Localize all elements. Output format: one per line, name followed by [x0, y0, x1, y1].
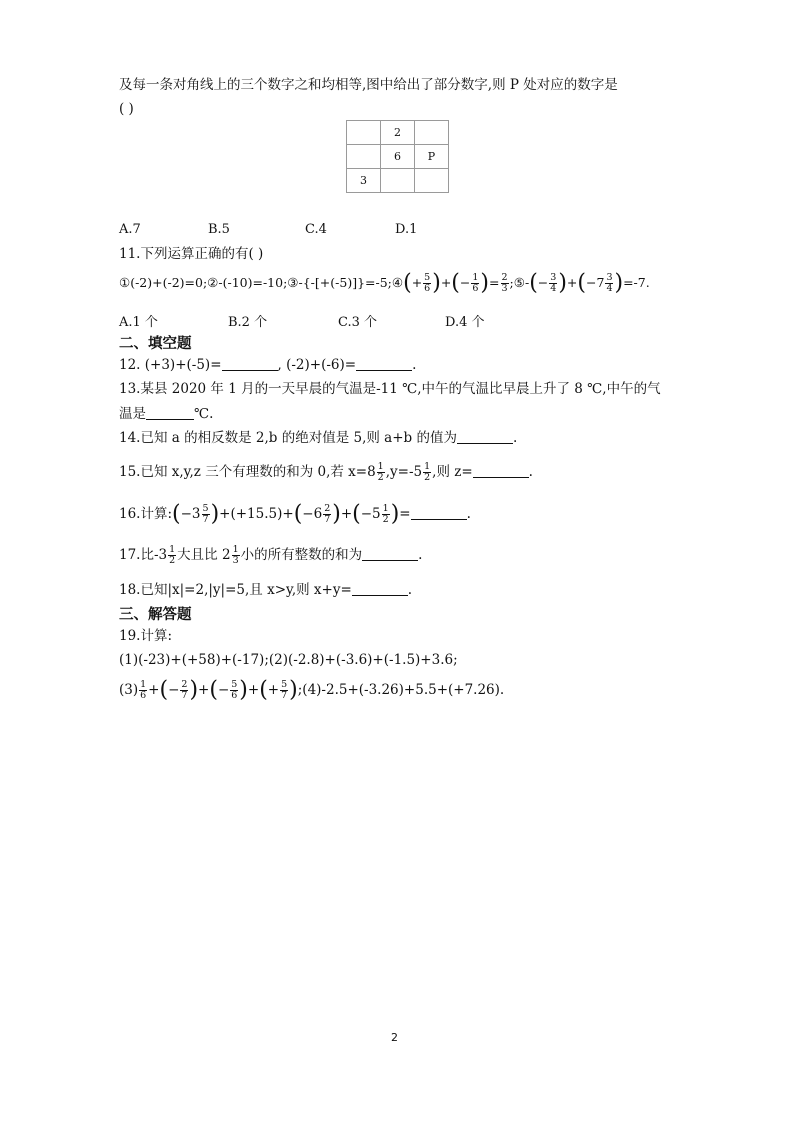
option-b: B.2 个: [228, 315, 268, 330]
grid-cell: 2: [381, 121, 415, 145]
q12: 12. (+3)+(-5)= , (-2)+(-6)= .: [119, 357, 417, 373]
answer-blank: [146, 405, 194, 420]
fraction: $\frac{2}{7}$: [324, 503, 331, 525]
answer-blank: [222, 356, 278, 371]
expr-text: =: [489, 275, 500, 290]
page-number: 2: [391, 1031, 398, 1044]
fraction: $\frac{2}{7}$: [181, 679, 188, 701]
answer-blank: [411, 505, 467, 520]
answer-blank: [356, 356, 412, 371]
grid-cell: [347, 145, 381, 169]
magic-square-grid: [346, 120, 449, 193]
grid-cell: [415, 169, 449, 193]
expr-text: ;⑤-: [509, 275, 530, 290]
fraction: $\frac{1}{2}$: [424, 461, 431, 483]
grid-cell: 3: [347, 169, 381, 193]
q12-text: , (-2)+(-6)=: [277, 357, 357, 373]
expr-text: +: [566, 275, 578, 290]
q16: 16.计算:(−3 $\frac{5}{7}$ )+(+15.5)+(−6 $\frac{2}{7}$ )+(−5 $\frac{1}{2}$ )= .: [119, 501, 471, 527]
option-c: C.4: [305, 222, 327, 237]
fraction: $\frac{5}{7}$: [202, 503, 209, 525]
q19-line1: (1)(-23)+(+58)+(-17);(2)(-2.8)+(-3.6)+(-1.5)+3.6;: [119, 652, 458, 668]
fraction: $\frac{5}{6}$: [231, 679, 238, 701]
grid-cell: [381, 169, 415, 193]
option-d: D.4 个: [445, 315, 485, 330]
q10-stem: 及每一条对角线上的三个数字之和均相等,图中给出了部分数字,则 P 处对应的数字是: [119, 77, 618, 93]
option-b: B.5: [208, 222, 230, 237]
sign: −: [459, 275, 471, 290]
q12-text: 12. (+3)+(-5)=: [119, 357, 222, 373]
section-heading-fill-in: 二、填空题: [119, 336, 192, 352]
fraction: $\frac{1}{3}$: [232, 544, 239, 566]
expr-text: =-7.: [623, 275, 650, 290]
fraction: $\frac{2}{3}$: [501, 272, 508, 294]
option-a: A.7: [119, 222, 141, 237]
fraction: $\frac{5}{6}$: [424, 272, 431, 294]
q11-expression: ①(-2)+(-2)=0;②-(-10)=-10;③-{-[+(-5)]}=-5;④(+ $\frac{5}{6}$ )+(− $\frac{1}{6}$ )= $\frac{2}{3}$ ;⑤-(− $\frac{3}{4}$ )+(−7 $\frac{3}{4}$ )=-7.: [119, 270, 650, 296]
answer-blank: [352, 581, 408, 596]
fraction: $\frac{3}{4}$: [606, 272, 613, 294]
section-heading-answers: 三、解答题: [119, 607, 192, 623]
answer-blank: [457, 429, 513, 444]
sign: −: [537, 275, 549, 290]
fraction: $\frac{3}{4}$: [550, 272, 557, 294]
q19-line2: (3) $\frac{1}{6}$ +(− $\frac{2}{7}$ )+(− $\frac{5}{6}$ )+(+ $\frac{5}{7}$ );(4)-2.5+(-3.26)+5.5+(+7.26).: [119, 677, 505, 703]
mixed-int: −7: [586, 275, 605, 290]
fraction: $\frac{1}{2}$: [169, 544, 176, 566]
q19-stem: 19.计算:: [119, 628, 173, 644]
fraction: $\frac{5}{7}$: [281, 679, 288, 701]
grid-cell: P: [415, 145, 449, 169]
option-a: A.1 个: [119, 315, 158, 330]
fraction: $\frac{1}{6}$: [140, 679, 147, 701]
fraction: $\frac{1}{2}$: [377, 461, 384, 483]
q15: 15.已知 x,y,z 三个有理数的和为 0,若 x=8 $\frac{1}{2}$ ,y=-5 $\frac{1}{2}$ ,则 z= .: [119, 461, 533, 483]
q13-line1: 13.某县 2020 年 1 月的一天早晨的气温是-11 ℃,中午的气温比早晨上升了 8 ℃,中午的气: [119, 381, 661, 397]
sign: +: [411, 275, 423, 290]
answer-blank: [473, 463, 529, 478]
fraction: $\frac{1}{2}$: [382, 503, 389, 525]
q18: 18.已知|x|=2,|y|=5,且 x>y,则 x+y= .: [119, 582, 413, 598]
expr-text: +: [440, 275, 452, 290]
option-c: C.3 个: [338, 315, 378, 330]
q14: 14.已知 a 的相反数是 2,b 的绝对值是 5,则 a+b 的值为 .: [119, 430, 518, 446]
q17: 17.比-3 $\frac{1}{2}$ 大且比 2 $\frac{1}{3}$ 小的所有整数的和为 .: [119, 544, 423, 566]
q11-stem: 11.下列运算正确的有( ): [119, 246, 264, 262]
grid-cell: [415, 121, 449, 145]
q10-answer-bracket: ( ): [119, 101, 134, 117]
option-d: D.1: [395, 222, 418, 237]
grid-cell: [347, 121, 381, 145]
grid-cell: 6: [381, 145, 415, 169]
answer-blank: [362, 546, 418, 561]
expr-text: ①(-2)+(-2)=0;②-(-10)=-10;③-{-[+(-5)]}=-5;④: [119, 275, 404, 290]
fraction: $\frac{1}{6}$: [472, 272, 479, 294]
q13-line2: 温是 ℃.: [119, 406, 214, 422]
